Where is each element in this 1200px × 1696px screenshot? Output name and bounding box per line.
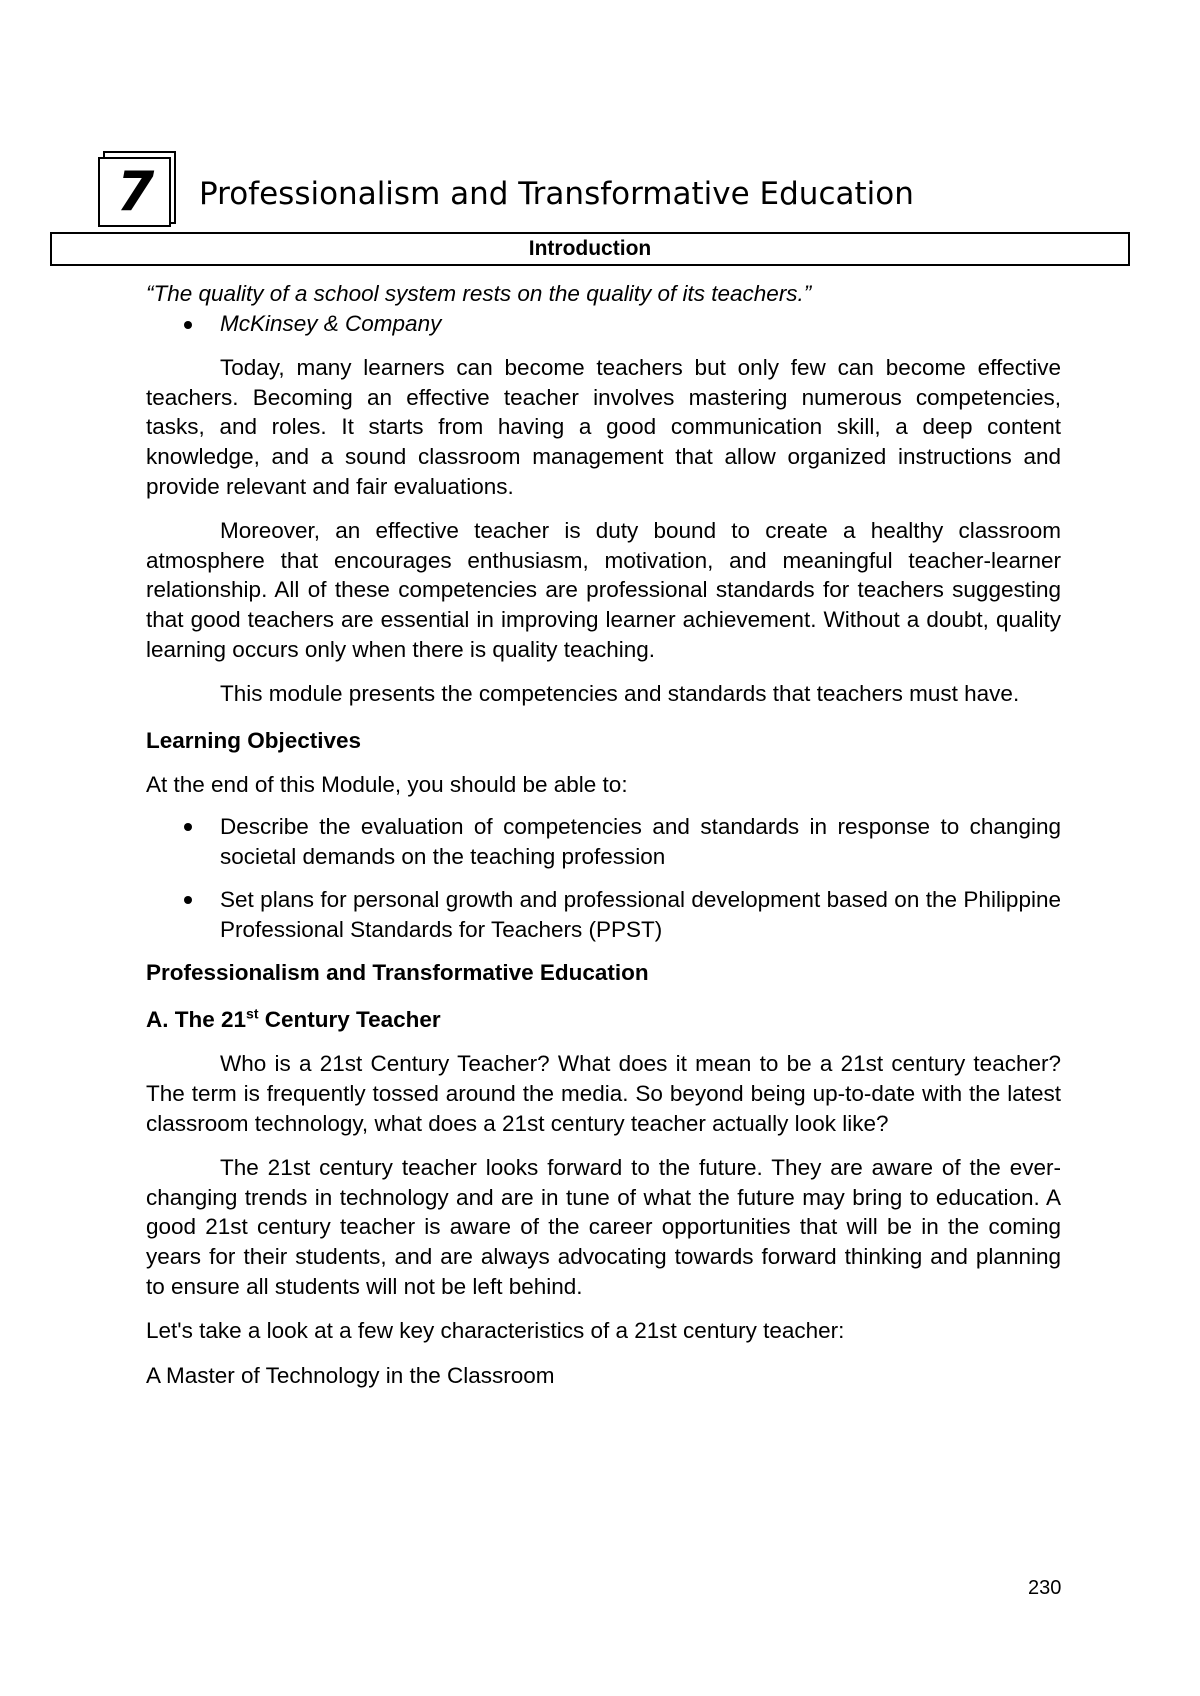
quote-source-text: McKinsey & Company [220,310,442,336]
intro-paragraph-3: This module presents the competencies and standards that teachers must have. [220,681,1020,707]
objective-text: Set plans for personal growth and professional development based on the Philippine Professional Standards for Teachers (PPST) [220,887,1061,942]
subheading-prefix: A. The 21 [146,1006,247,1032]
intro-paragraph-2: Moreover, an effective teacher is duty bound to create a healthy classroom atmosphere that encourages enthusiasm, motivation, and meaningful teacher-learner relationship. All of these competencies are professional standards for teachers suggesting that good teachers are essential in improving learner achievement. Without a doubt, quality learning occurs only when there is quality teaching. [146,518,1061,662]
page-body [146,279,1061,1390]
subheading-suffix: Century Teacher [258,1006,441,1032]
list-item [146,885,1061,944]
century-paragraph-2: The 21st century teacher looks forward to the future. They are aware of the ever-changing trends in technology and are in tune of what the future may bring to education. A good 21st century teacher is aware of the career opportunities that will be in the coming years for their students, and are always advocating towards forward thinking and planning to ensure all students will not be left behind. [146,1155,1061,1299]
page-number: 230 [1028,1577,1062,1599]
section-bar-introduction: Introduction [50,232,1130,266]
list-item [146,812,1061,871]
objective-text: Describe the evaluation of competencies and standards in response to changing societal demands on the teaching profession [220,813,1061,869]
century-teacher-heading [146,1005,1061,1035]
quote-source [146,309,1061,339]
objectives-lead: At the end of this Module, you should be able to: [146,772,628,798]
bullet-icon [184,896,192,904]
chapter-number: 7 [98,157,171,227]
learning-objectives-heading: Learning Objectives [146,727,362,753]
intro-paragraph-1: Today, many learners can become teachers but only few can become effective teachers. Becoming an effective teacher involves mastering numerous competencies, tasks, and roles. It starts from having a good communication skill, a deep content knowledge, and a sound classroom management that allow organized instructions and provide relevant and fair evaluations. [146,355,1061,499]
subheading-superscript: st [246,1005,259,1022]
century-paragraph-1: Who is a 21st Century Teacher? What does it mean to be a 21st century teacher? The term is frequently tossed around the media. So beyond being up-to-date with the latest classroom technology, what does a 21st century teacher actually look like? [146,1051,1061,1136]
chapter-title: Professionalism and Transformative Education [199,176,914,212]
bullet-icon [184,823,192,831]
objectives-list [146,812,1061,944]
main-section-heading: Professionalism and Transformative Education [146,960,649,986]
characteristic-heading: A Master of Technology in the Classroom [146,1362,555,1388]
bullet-icon [184,321,192,329]
opening-quote: “The quality of a school system rests on the quality of its teachers.” [146,281,812,306]
characteristics-lead: Let's take a look at a few key characteristics of a 21st century teacher: [146,1318,845,1344]
